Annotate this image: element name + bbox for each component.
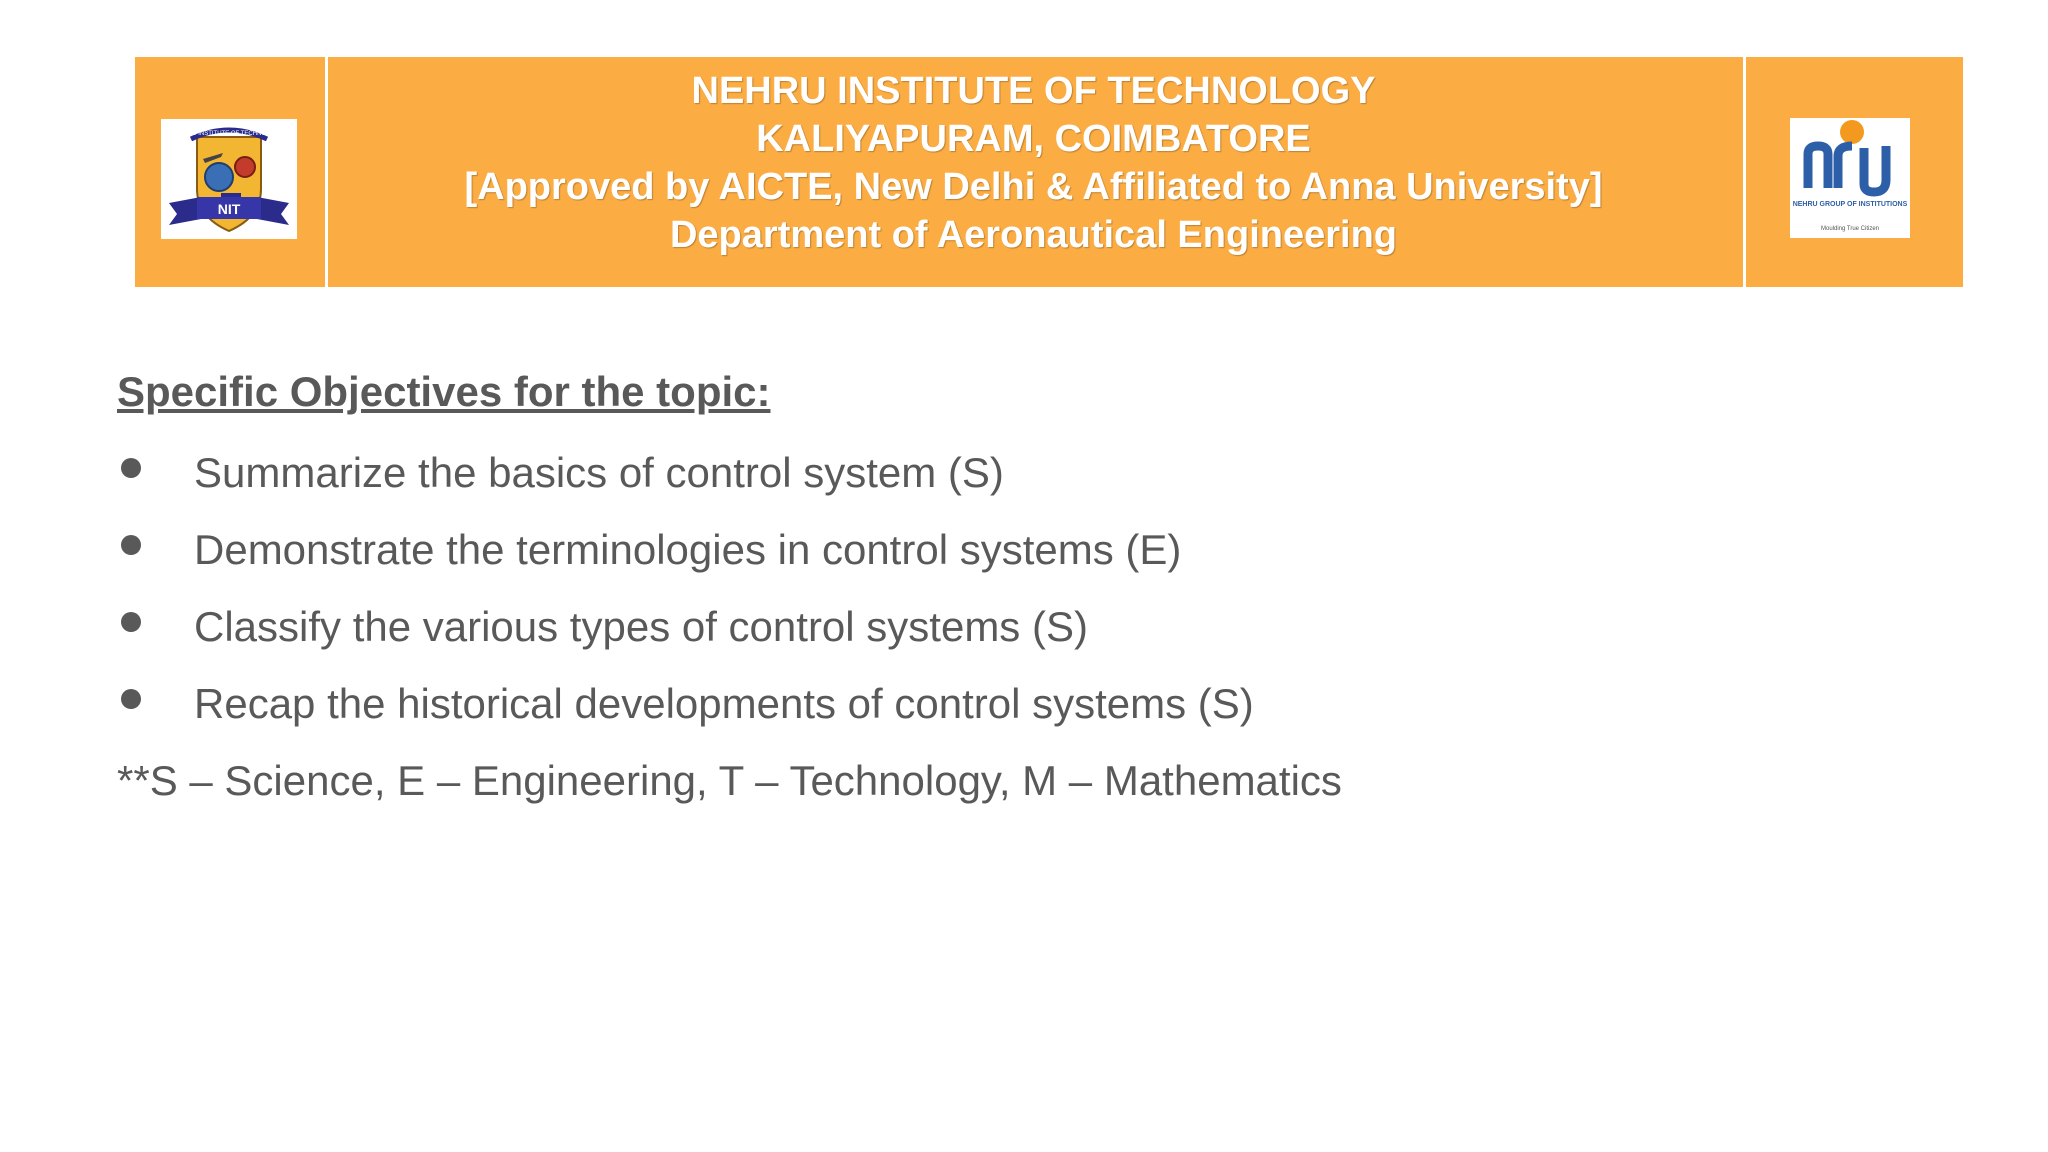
objective-text: Recap the historical developments of control systems (S) — [194, 680, 1254, 727]
institute-crest-logo-svg — [161, 119, 297, 239]
list-item — [117, 665, 1342, 742]
institute-location: KALIYAPURAM, COIMBATORE — [756, 118, 1311, 160]
objective-text: Demonstrate the terminologies in control systems (E) — [194, 526, 1182, 573]
list-item — [117, 434, 1342, 511]
header-title-block — [328, 67, 1739, 259]
nehru-group-logo-svg — [1790, 118, 1910, 238]
objective-text: Summarize the basics of control system (S) — [194, 449, 1004, 496]
bullet-dot-icon — [121, 535, 141, 555]
bullet-dot-icon — [121, 458, 141, 478]
steam-footnote: **S – Science, E – Engineering, T – Technology, M – Mathematics — [117, 757, 1342, 804]
nehru-group-logo-icon — [1790, 118, 1910, 238]
institute-name: NEHRU INSTITUTE OF TECHNOLOGY — [691, 70, 1376, 112]
list-item — [117, 588, 1342, 665]
institute-crest-logo-icon — [161, 119, 297, 239]
bullet-dot-icon — [121, 689, 141, 709]
group-caption-text: NEHRU GROUP OF INSTITUTIONS — [1792, 201, 1908, 208]
crest-arc-text: NEHRU INSTITUTE OF TECHNOLOGY — [175, 131, 283, 137]
header-banner — [135, 57, 1963, 287]
slide-content — [117, 362, 1342, 819]
objectives-list — [117, 434, 1342, 742]
crest-banner-text: NIT — [217, 201, 241, 217]
group-tagline-text: Moulding True Citizen — [1820, 226, 1880, 232]
right-logo-cell — [1743, 57, 1963, 287]
objective-text: Classify the various types of control systems (S) — [194, 603, 1088, 650]
institute-approval: [Approved by AICTE, New Delhi & Affiliated to Anna University] — [464, 166, 1603, 208]
list-item — [117, 511, 1342, 588]
bullet-dot-icon — [121, 612, 141, 632]
department-name: Department of Aeronautical Engineering — [669, 214, 1398, 256]
left-logo-cell — [135, 57, 328, 287]
section-title: Specific Objectives for the topic: — [117, 368, 771, 415]
